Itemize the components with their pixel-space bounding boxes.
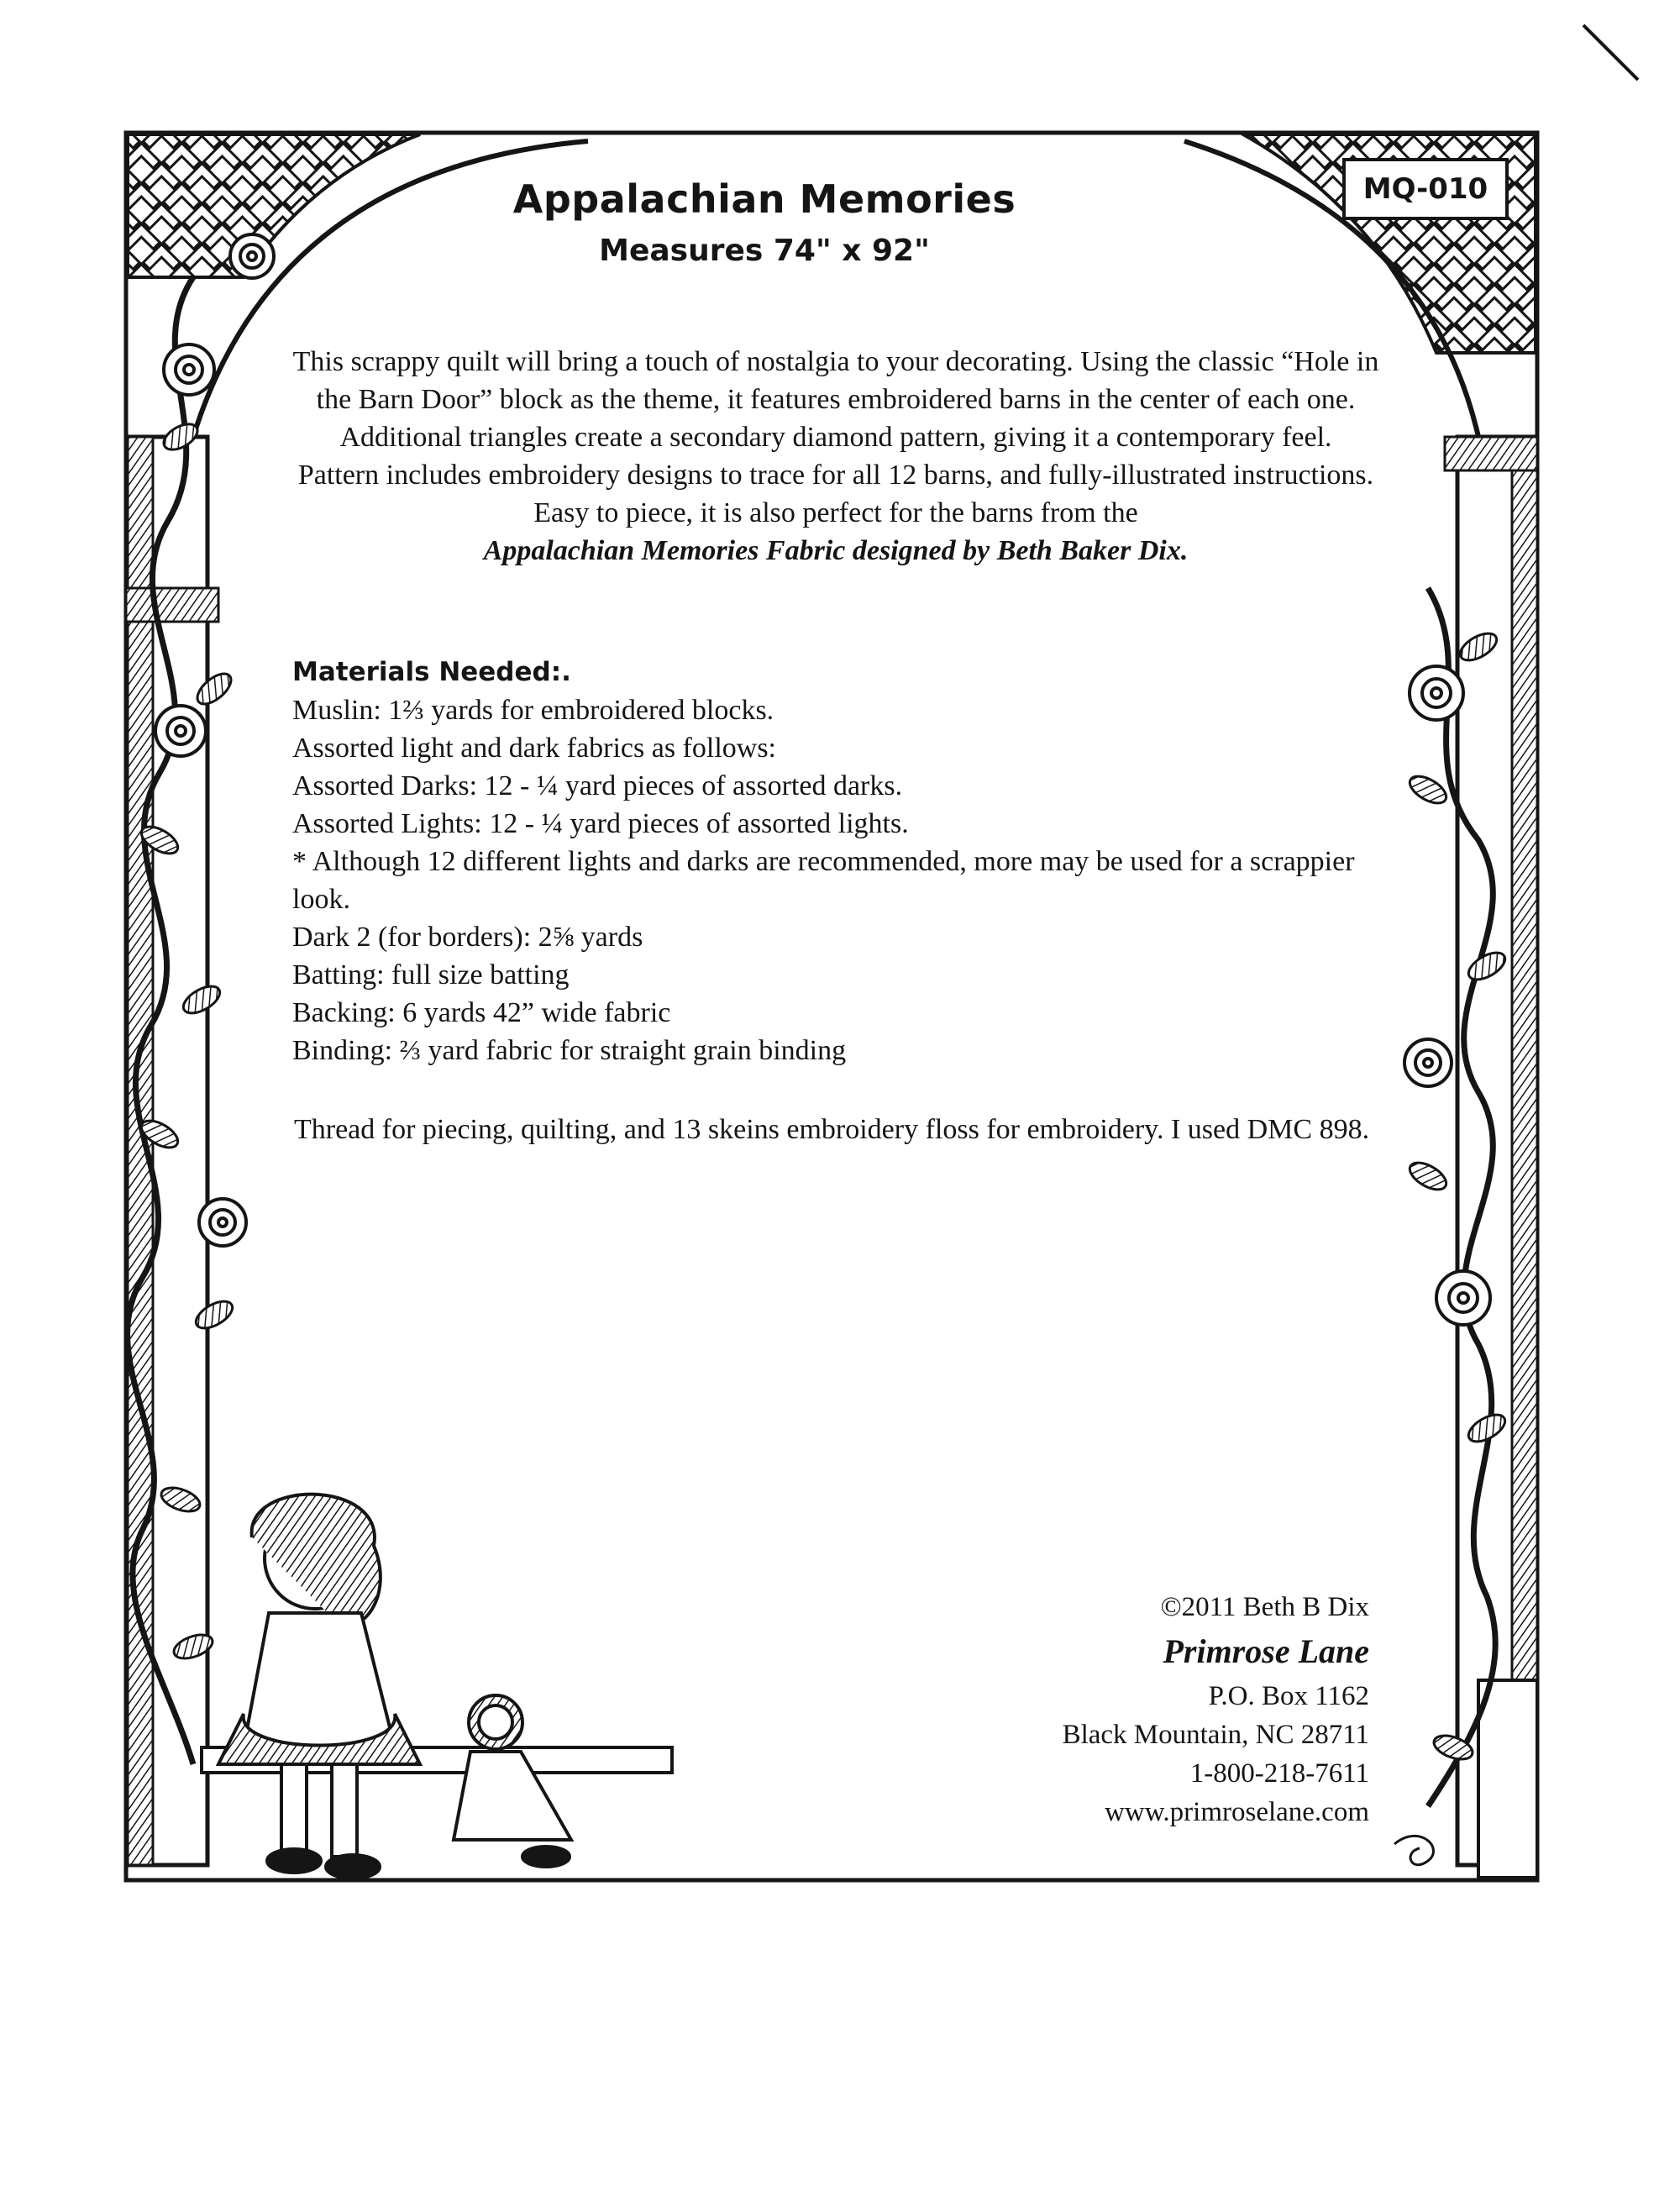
- city-address: Black Mountain, NC 28711: [1062, 1720, 1369, 1750]
- materials-item: Assorted Lights: 12 - ¼ yard pieces of assorted lights.: [292, 808, 909, 839]
- materials-item: * Although 12 different lights and darks are recommended, more may be used for a scrappier look.: [292, 846, 1355, 915]
- materials-item: Muslin: 1⅔ yards for embroidered blocks.: [292, 695, 774, 726]
- materials-item: Dark 2 (for borders): 2⅝ yards: [292, 922, 643, 953]
- thread-note: Thread for piecing, quilting, and 13 skeins embroidery floss for embroidery. I used DMC 898.: [294, 1114, 1370, 1145]
- po-box: P.O. Box 1162: [1208, 1681, 1369, 1711]
- page-title: Appalachian Memories: [512, 176, 1016, 222]
- materials-item: Assorted Darks: 12 - ¼ yard pieces of assorted darks.: [292, 770, 903, 801]
- intro-paragraph: Pattern includes embroidery designs to trace for all 12 barns, and fully-illustrated instructions. Easy to piece, it is also perfect for the barns from the: [297, 460, 1374, 528]
- page-subtitle: Measures 74" x 92": [599, 234, 930, 268]
- materials-item: Assorted light and dark fabrics as follows:: [292, 733, 776, 764]
- materials-item: Batting: full size batting: [292, 959, 570, 990]
- pattern-code-badge: MQ-010: [1342, 158, 1509, 220]
- fabric-credit: Appalachian Memories Fabric designed by Beth Baker Dix.: [483, 535, 1189, 566]
- website-link[interactable]: www.primroselane.com: [1105, 1797, 1369, 1827]
- materials-section: [292, 654, 1401, 1069]
- materials-item: Backing: 6 yards 42” wide fabric: [292, 997, 671, 1028]
- phone-number: 1-800-218-7611: [1189, 1758, 1369, 1789]
- materials-heading: Materials Needed:.: [292, 657, 571, 687]
- vine-tendril-icon: [1394, 1836, 1433, 1864]
- brand-logo: Primrose Lane: [1163, 1632, 1369, 1670]
- materials-item: Binding: ⅔ yard fabric for straight grain binding: [292, 1035, 847, 1066]
- scan-mark: [1583, 25, 1638, 80]
- intro-paragraph: This scrappy quilt will bring a touch of nostalgia to your decorating. Using the classic “Hole in the Barn Door” block as the theme, it features embroidered barns in the center of each one. Additional triangles create a secondary diamond pattern, giving it a contemporary feel.: [292, 346, 1379, 453]
- contact-block: [924, 1588, 1369, 1831]
- girl-with-doll-illustration: [202, 1495, 672, 1878]
- copyright: ©2011 Beth B Dix: [1160, 1592, 1369, 1622]
- intro-section: [277, 343, 1394, 570]
